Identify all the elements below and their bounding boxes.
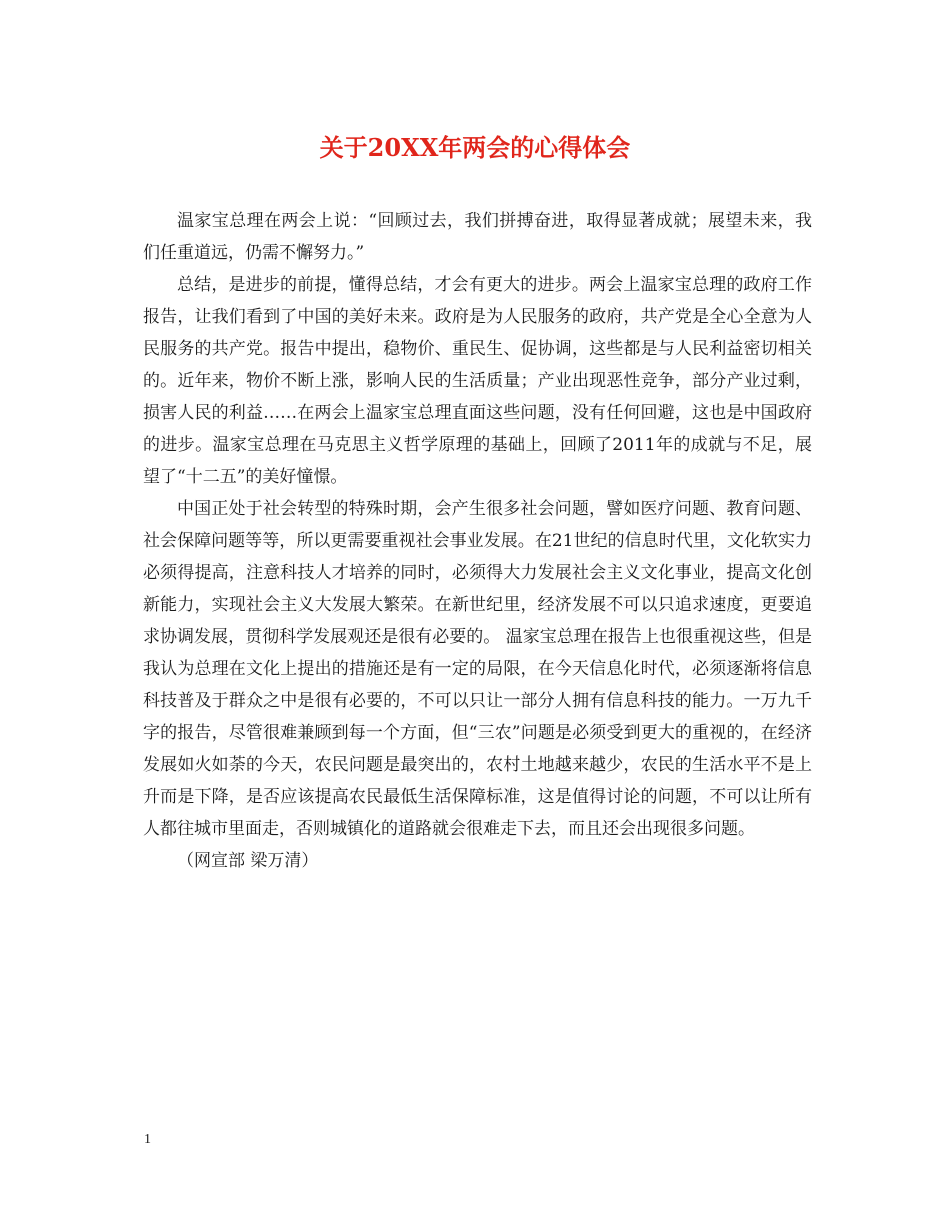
page-number: 1 <box>144 1132 151 1147</box>
document-body <box>143 205 812 877</box>
paragraph-2: 总结，是进步的前提，懂得总结，才会有更大的进步。两会上温家宝总理的政府工作报告，让我们看到了中国的美好未来。政府是为人民服务的政府，共产党是全心全意为人民服务的共产党。报告中提出，稳物价、重民生、促协调，这些都是与人民利益密切相关的。近年来，物价不断上涨，影响人民的生活质量；产业出现恶性竞争，部分产业过剩，损害人民的利益……在两会上温家宝总理直面这些问题，没有任何回避，这也是中国政府的进步。温家宝总理在马克思主义哲学原理的基础上，回顾了2011年的成就与不足，展望了“十二五”的美好憧憬。 <box>143 275 812 487</box>
document-title: 关于20XX年两会的心得体会 <box>319 133 631 162</box>
paragraph-1: 温家宝总理在两会上说：“回顾过去，我们拼搏奋进，取得显著成就；展望未来，我们任重道远，仍需不懈努力。” <box>143 211 812 263</box>
paragraph-3: 中国正处于社会转型的特殊时期，会产生很多社会问题，譬如医疗问题、教育问题、社会保障问题等等，所以更需要重视社会事业发展。在21世纪的信息时代里，文化软实力必须得提高，注意科技人才培养的同时，必须得大力发展社会主义文化事业，提高文化创新能力，实现社会主义大发展大繁荣。在新世纪里，经济发展不可以只追求速度，更要追求协调发展，贯彻科学发展观还是很有必要的。 温家宝总理在报告上也很重视这些，但是我认为总理在文化上提出的措施还是有一定的局限，在今天信息化时代，必须逐渐将信息科技普及于群众之中是很有必要的，不可以只让一部分人拥有信息科技的能力。一万九千字的报告，尽管很难兼顾到每一个方面，但“三农”问题是必须受到更大的重视的，在经济发展如火如荼的今天，农民问题是最突出的，农村土地越来越少，农民的生活水平不是上升而是下降，是否应该提高农民最低生活保障标准，这是值得讨论的问题，不可以让所有人都往城市里面走，否则城镇化的道路就会很难走下去，而且还会出现很多问题。 <box>143 499 812 839</box>
author-signature: （网宣部 梁万清） <box>177 851 319 871</box>
